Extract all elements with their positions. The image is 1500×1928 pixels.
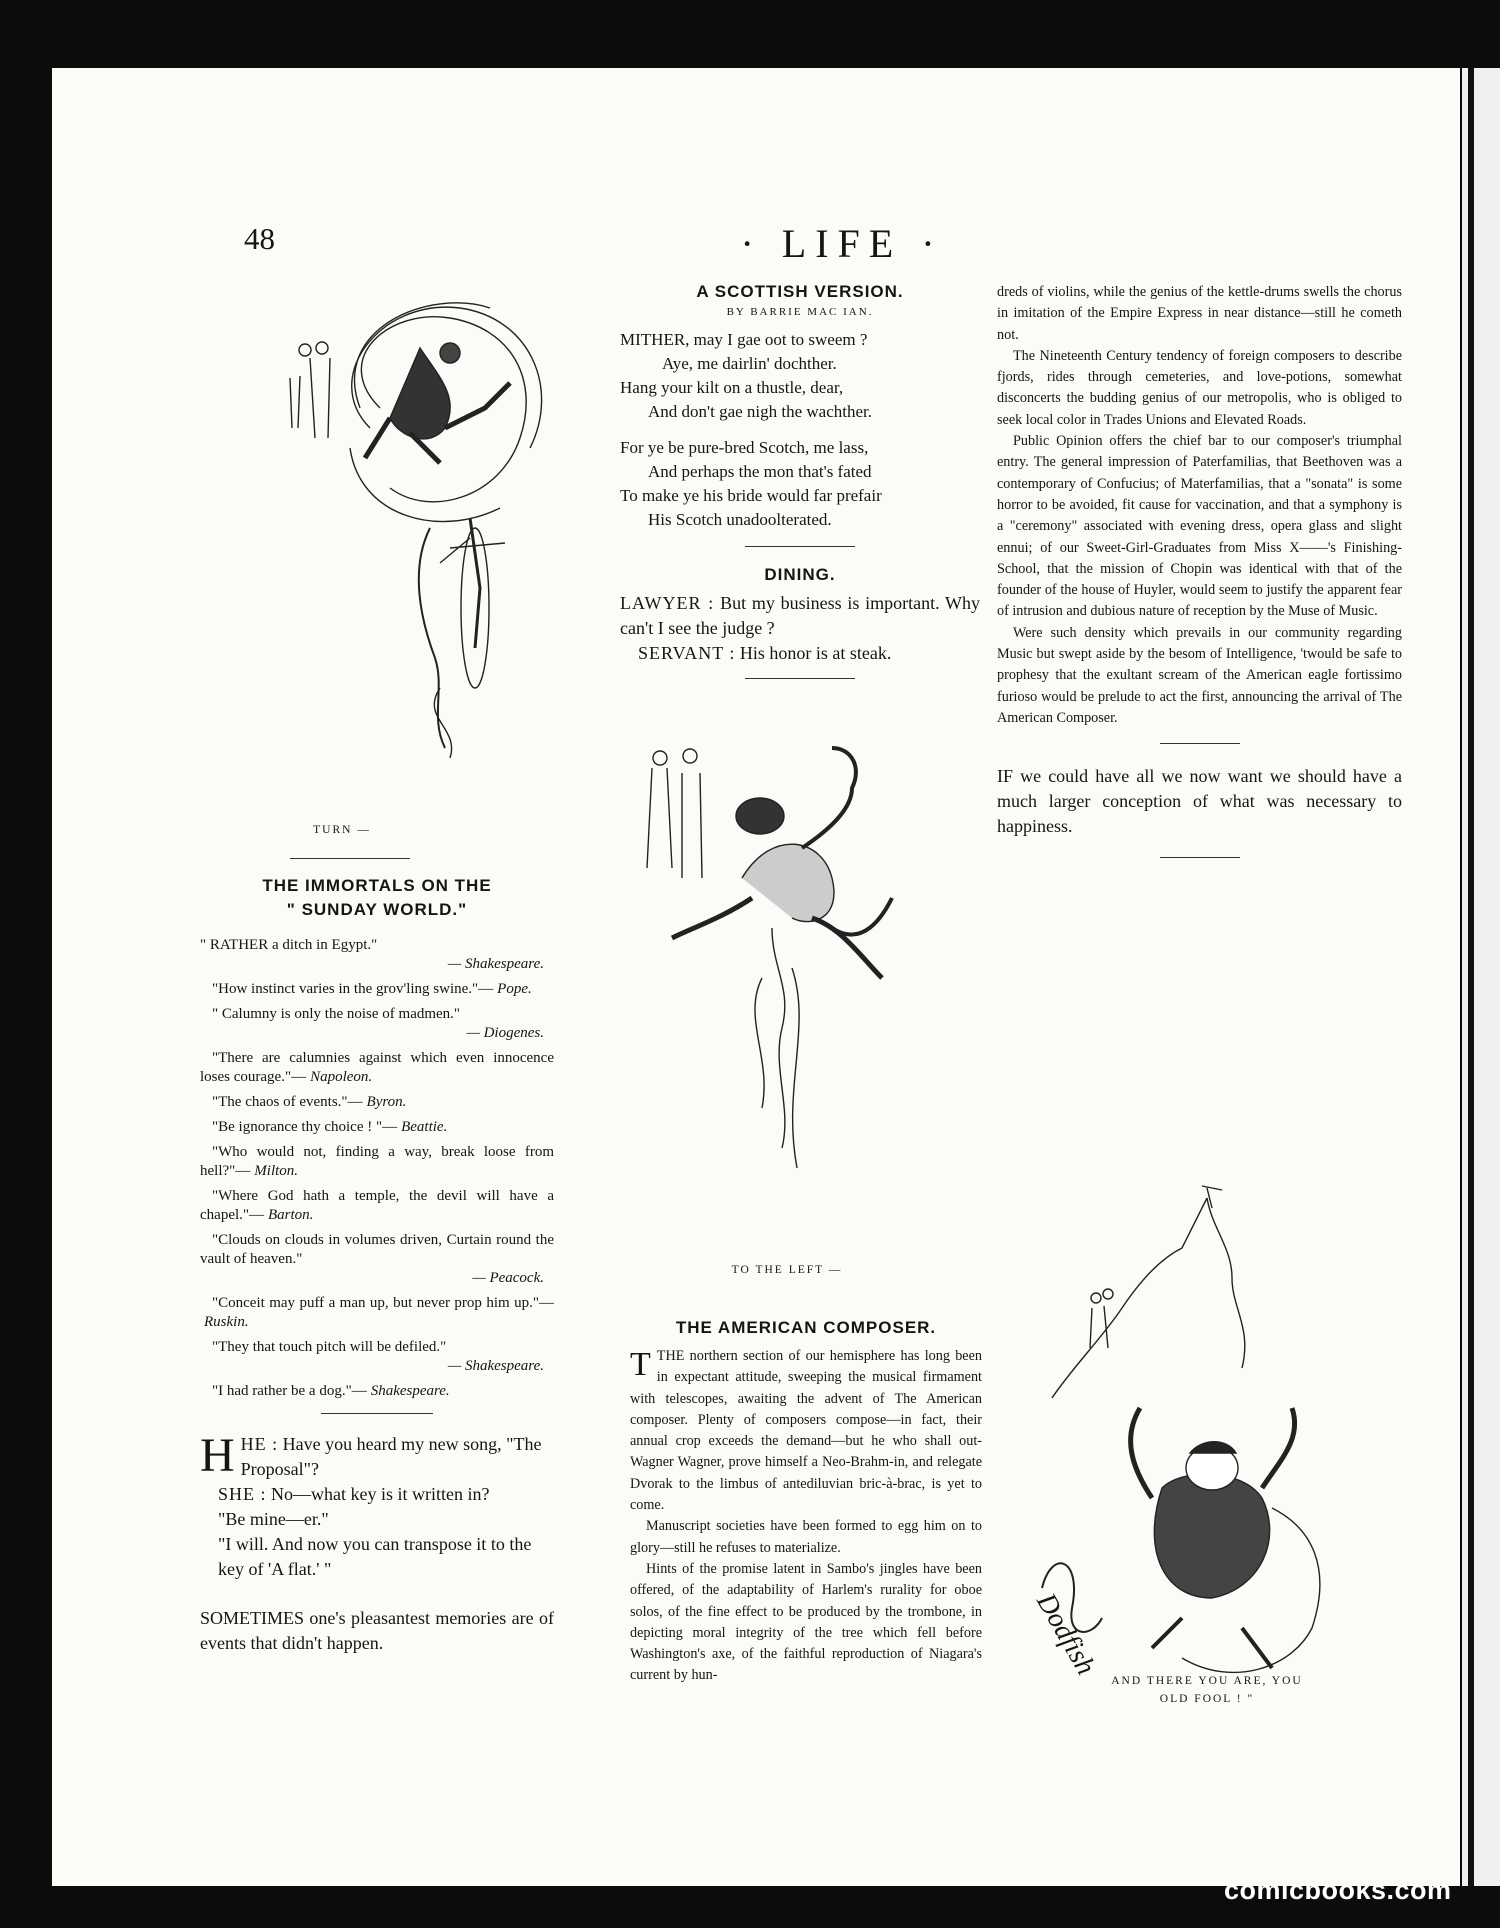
poem-line: His Scotch unadoolterated. <box>648 510 832 529</box>
proposal-line4: "I will. And now you can transpose it to the key of 'A flat.' " <box>218 1534 532 1579</box>
composer-paragraph-3: Hints of the promise latent in Sambo's jingles have been offered, of the adaptability of Harlem's rurality for oboe solos, of the fine effect to be produced by the trombone, in depicting moral integrity of the tree which fell before Washington's axe, of the faithful reproduction of Niagara's current by hun- <box>630 1560 982 1684</box>
proposal-joke <box>200 1429 554 1582</box>
quote-item <box>200 1338 554 1376</box>
caption-line: AND THERE YOU ARE, YOU <box>1111 1675 1303 1687</box>
magazine-page <box>52 68 1460 1886</box>
immortals-title-line1: THE IMMORTALS ON THE <box>262 876 492 895</box>
poem-line: Aye, me dairlin' dochther. <box>662 354 837 373</box>
masthead-title: · LIFE · <box>740 221 944 266</box>
quote-item <box>200 1231 554 1288</box>
illustration-cyclist-turn <box>270 288 600 888</box>
caption-turn: TURN — <box>313 824 371 836</box>
cyclist-left-drawing <box>622 728 962 1248</box>
composer-p1-text: THE northern section of our hemisphere has long been in expectant attitude, sweeping the musical firmament with telescopes, awaiting the advent of The American composer. Plenty of composers compose—in fact, their annual crop exceeds the demand—but he who shall out-Wagner Wagner, prove himself a Neo-Brahm-in, and relegate Dvorak to the limbus of antediluvian bric-à-brac, is yet to come. <box>630 1348 982 1514</box>
sometimes-paragraph: SOMETIMES one's pleasantest memories are of events that didn't happen. <box>200 1608 554 1653</box>
caption-to-the-left: TO THE LEFT — <box>731 1264 843 1276</box>
illustration-cyclist-left <box>622 728 962 1248</box>
quote-item <box>200 1093 554 1112</box>
dining-servant-line: His honor is at steak. <box>739 643 892 663</box>
quote-attribution: Byron. <box>366 1094 407 1110</box>
divider-rule <box>1160 857 1240 858</box>
quote-attribution: Beattie. <box>401 1119 448 1135</box>
quote-text: "Who would not, finding a way, break loose from hell?"— <box>200 1144 554 1179</box>
proposal-speaker-he: HE : <box>240 1434 279 1454</box>
scottish-title: A SCOTTISH VERSION. <box>696 282 904 301</box>
quote-text: "They that touch pitch will be defiled." <box>212 1339 447 1355</box>
scottish-byline: BY BARRIE MAC IAN. <box>726 306 874 318</box>
proposal-line3: "Be mine—er." <box>218 1509 329 1529</box>
quote-item <box>200 1187 554 1225</box>
caption-there-you-are <box>1062 1672 1352 1708</box>
quote-item <box>200 1382 554 1401</box>
cyclist-turn-drawing <box>270 288 600 888</box>
quote-item <box>200 1143 554 1181</box>
divider-rule <box>745 678 855 679</box>
proposal-line2: No—what key is it written in? <box>271 1484 490 1504</box>
drop-cap-t: T <box>630 1346 651 1383</box>
poem-line: MITHER, may I gae oot to sweem ? <box>620 330 868 349</box>
quote-attribution: Barton. <box>268 1207 314 1223</box>
quote-text: "The chaos of events."— <box>212 1094 363 1110</box>
quote-item <box>200 1005 554 1043</box>
drop-cap-h: H <box>200 1429 235 1482</box>
quote-attribution: — Peacock. <box>472 1270 544 1286</box>
quote-text: "Where God hath a temple, the devil will have a chapel."— <box>200 1188 554 1223</box>
dining-speaker-servant: SERVANT : <box>638 643 736 663</box>
composer-paragraph-1 <box>630 1346 982 1516</box>
column-middle <box>620 282 980 679</box>
proposal-line1: Have you heard my new song, "The Proposal"? <box>240 1434 542 1479</box>
quote-attribution: Napoleon. <box>310 1069 373 1085</box>
quote-item <box>200 1049 554 1087</box>
composer-paragraph-2: Manuscript societies have been formed to egg him on to glory—still he refuses to materialize. <box>630 1518 982 1556</box>
column-left <box>200 874 554 1656</box>
dining-lawyer-line: But my business is important. Why can't I see the judge ? <box>620 593 981 638</box>
dining-joke <box>620 591 980 666</box>
quote-text: "Conceit may puff a man up, but never prop him up."— <box>212 1295 554 1311</box>
quote-attribution: Milton. <box>254 1163 299 1179</box>
composer-title: THE AMERICAN COMPOSER. <box>675 1318 937 1337</box>
page-number: 48 <box>244 221 275 256</box>
composer-continued-1: dreds of violins, while the genius of the kettle-drums swells the chorus in imitation of the Empire Express in near distance—still he cometh not. <box>997 284 1402 343</box>
composer-article <box>630 1318 982 1687</box>
dining-speaker-lawyer: LAWYER : <box>620 593 715 613</box>
quote-text: " RATHER a ditch in Egypt." <box>200 937 378 953</box>
quote-attribution: Shakespeare. <box>370 1383 450 1399</box>
quote-attribution: — Shakespeare. <box>447 956 544 972</box>
caption-line: OLD FOOL ! " <box>1159 1693 1255 1705</box>
poem-line: For ye be pure-bred Scotch, me lass, <box>620 438 869 457</box>
quote-text: "I had rather be a dog."— <box>212 1383 367 1399</box>
composer-continued-4: Were such density which prevails in our community regarding Music but swept aside by the besom of Intelligence, 'twould be safe to prophesy that the exultant scream of the American eagle fortissimo furioso would be prelude to act the first, announcing the arrival of The American Composer. <box>997 624 1402 726</box>
poem-line: And perhaps the mon that's fated <box>648 462 872 481</box>
quote-text: " Calumny is only the noise of madmen." <box>212 1006 461 1022</box>
quote-attribution: — Diogenes. <box>466 1025 544 1041</box>
quote-text: "How instinct varies in the grov'ling swine."— <box>212 981 494 997</box>
quote-list <box>200 936 554 1401</box>
quote-item <box>200 1294 554 1332</box>
watermark: comicbooks.com <box>1224 1875 1452 1905</box>
dining-title: DINING. <box>764 565 836 584</box>
composer-continued-2: The Nineteenth Century tendency of foreign composers to describe fjords, rides through cemeteries, and love-potions, somewhat disconcerts the budding genius of our metropolis, who is obliged to seek local color in Trades Unions and Elevated Roads. <box>997 347 1402 428</box>
immortals-title-line2: " SUNDAY WORLD." <box>286 900 468 919</box>
quote-text: "Clouds on clouds in volumes driven, Curtain round the vault of heaven." <box>200 1232 554 1267</box>
quote-text: "There are calumnies against which even innocence loses courage."— <box>200 1050 554 1085</box>
happiness-paragraph: IF we could have all we now want we should have a much larger conception of what was necessary to happiness. <box>997 766 1402 837</box>
quote-text: "Be ignorance thy choice ! "— <box>212 1119 398 1135</box>
quote-item <box>200 980 554 999</box>
quote-attribution: — Shakespeare. <box>447 1358 544 1374</box>
quote-item <box>200 936 554 974</box>
adjacent-page-edge <box>1462 68 1500 1886</box>
quote-item <box>200 1118 554 1137</box>
poem-line: To make ye his bride would far prefair <box>620 486 882 505</box>
composer-continued-3: Public Opinion offers the chief bar to our composer's triumphal entry. The general impression of Paterfamilias, that Beethoven was a contemporary of Confucius; of Materfamilias, that a "sonata" is some horror to be avoided, fit cause for vaccination, and that a symphony is a "ceremony" associated with evening dress, opera glass and slight ennui; of our Sweet-Girl-Graduates from Miss X——'s Finishing-School, that the mission of Chopin was identical with that of the founder of the house of Huyler, would seem to justify the apparent fear of intrusion and dubious nature of reception by the Muse of Music. <box>997 433 1402 620</box>
poem-line: Hang your kilt on a thustle, dear, <box>620 378 844 397</box>
column-right <box>997 282 1402 858</box>
divider-rule <box>745 546 855 547</box>
poem-line: And don't gae nigh the wachther. <box>648 402 873 421</box>
divider-rule <box>321 1413 433 1414</box>
quote-attribution: Ruskin. <box>204 1314 249 1330</box>
proposal-speaker-she: SHE : <box>218 1484 267 1504</box>
divider-rule <box>1160 743 1240 744</box>
divider-rule <box>290 858 410 859</box>
signature-text: Dodfish <box>1030 1588 1102 1681</box>
quote-attribution: Pope. <box>497 981 532 997</box>
scottish-poem <box>620 328 980 532</box>
